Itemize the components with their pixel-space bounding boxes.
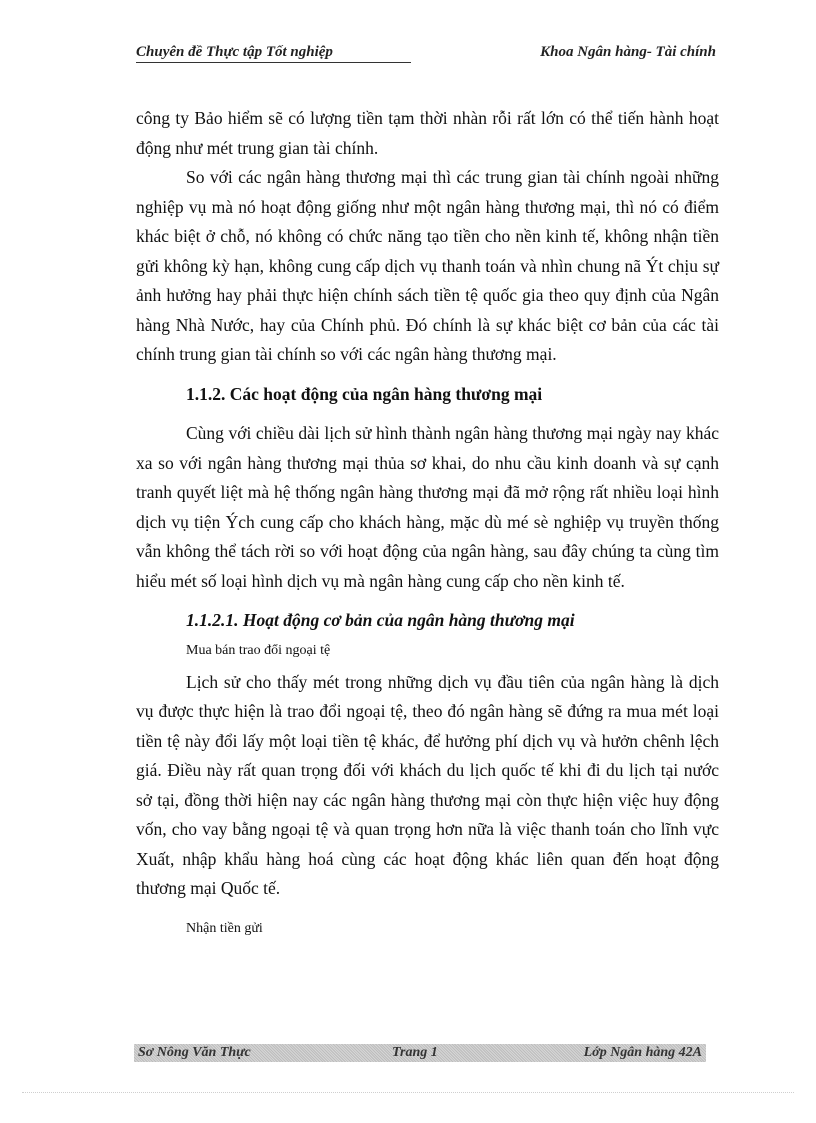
subheading-deposits: Nhận tiền gửi — [186, 920, 263, 936]
header-department: Khoa Ngân hàng- Tài chính — [540, 44, 716, 60]
page-bottom-border — [22, 1092, 794, 1093]
page-header — [136, 44, 716, 66]
subsection-heading-1-1-2-1: 1.1.2.1. Hoạt động cơ bản của ngân hàng thương mại — [186, 610, 575, 630]
footer-page-number: Trang 1 — [392, 1045, 438, 1060]
paragraph-1: công ty Bảo hiểm sẽ có lượng tiền tạm thời nhàn rỗi rất lớn có thể tiến hành hoạt động như mét trung gian tài chính. — [136, 108, 719, 158]
subheading-currency-exchange: Mua bán trao đổi ngoại tệ — [186, 642, 331, 658]
paragraph-2: So với các ngân hàng thương mại thì các trung gian tài chính ngoài những nghiệp vụ mà nó hoạt động giống như một ngân hàng thương mại, thì nó có điểm khác biệt ở chỗ, nó không có chức năng tạo tiền cho nền kinh tế, không nhận tiền gửi không kỳ hạn, không cung cấp dịch vụ thanh toán và nhìn chung nã Ýt chịu sự ảnh hưởng hay phải thực hiện chính sách tiền tệ quốc gia theo quy định của Ngân hàng Nhà Nước, hay của Chính phủ. Đó chính là sự khác biệt cơ bản của các tài chính trung gian tài chính so với các ngân hàng thương mại. — [136, 167, 719, 364]
footer-author: Sơ Nông Văn Thực — [138, 1045, 251, 1060]
footer-class: Lớp Ngân hàng 42A — [583, 1045, 702, 1060]
header-document-title: Chuyên đề Thực tập Tốt nghiệp — [136, 44, 411, 63]
paragraph-4: Lịch sử cho thấy mét trong những dịch vụ đầu tiên của ngân hàng là dịch vụ được thực hiện là trao đổi ngoại tệ, theo đó ngân hàng sẽ đứng ra mua mét loại tiền tệ này đổi lấy một loại tiền tệ khác, để hưởng phí dịch vụ và hưởn chênh lệch giá. Điều này rất quan trọng đối với khách du lịch quốc tế khi đi du lịch tại nước sở tại, đồng thời hiện nay các ngân hàng thương mại còn thực hiện việc huy động vốn, cho vay bằng ngoại tệ và quan trọng hơn nữa là việc thanh toán cho lĩnh vực Xuất, nhập khẩu hàng hoá cùng các hoạt động khác liên quan đến hoạt động thương mại Quốc tế. — [136, 671, 719, 898]
page-content — [136, 104, 719, 946]
page-footer — [134, 1044, 706, 1062]
paragraph-3: Cùng với chiều dài lịch sử hình thành ngân hàng thương mại ngày nay khác xa so với ngân hàng thương mại thủa sơ khai, do nhu cầu kinh doanh và sự cạnh tranh quyết liệt mà hệ thống ngân hàng thương mại đã mở rộng rất nhiều loại hình dịch vụ tiện Ých cung cấp cho khách hàng, mặc dù mé sè nghiệp vụ truyền thống vẫn không thể tách rời so với hoạt động của ngân hàng, sau đây chúng ta cùng tìm hiểu mét số loại hình dịch vụ mà ngân hàng cung cấp cho nền kinh tế. — [136, 423, 719, 591]
section-heading-1-1-2: 1.1.2. Các hoạt động của ngân hàng thương mại — [186, 383, 543, 404]
